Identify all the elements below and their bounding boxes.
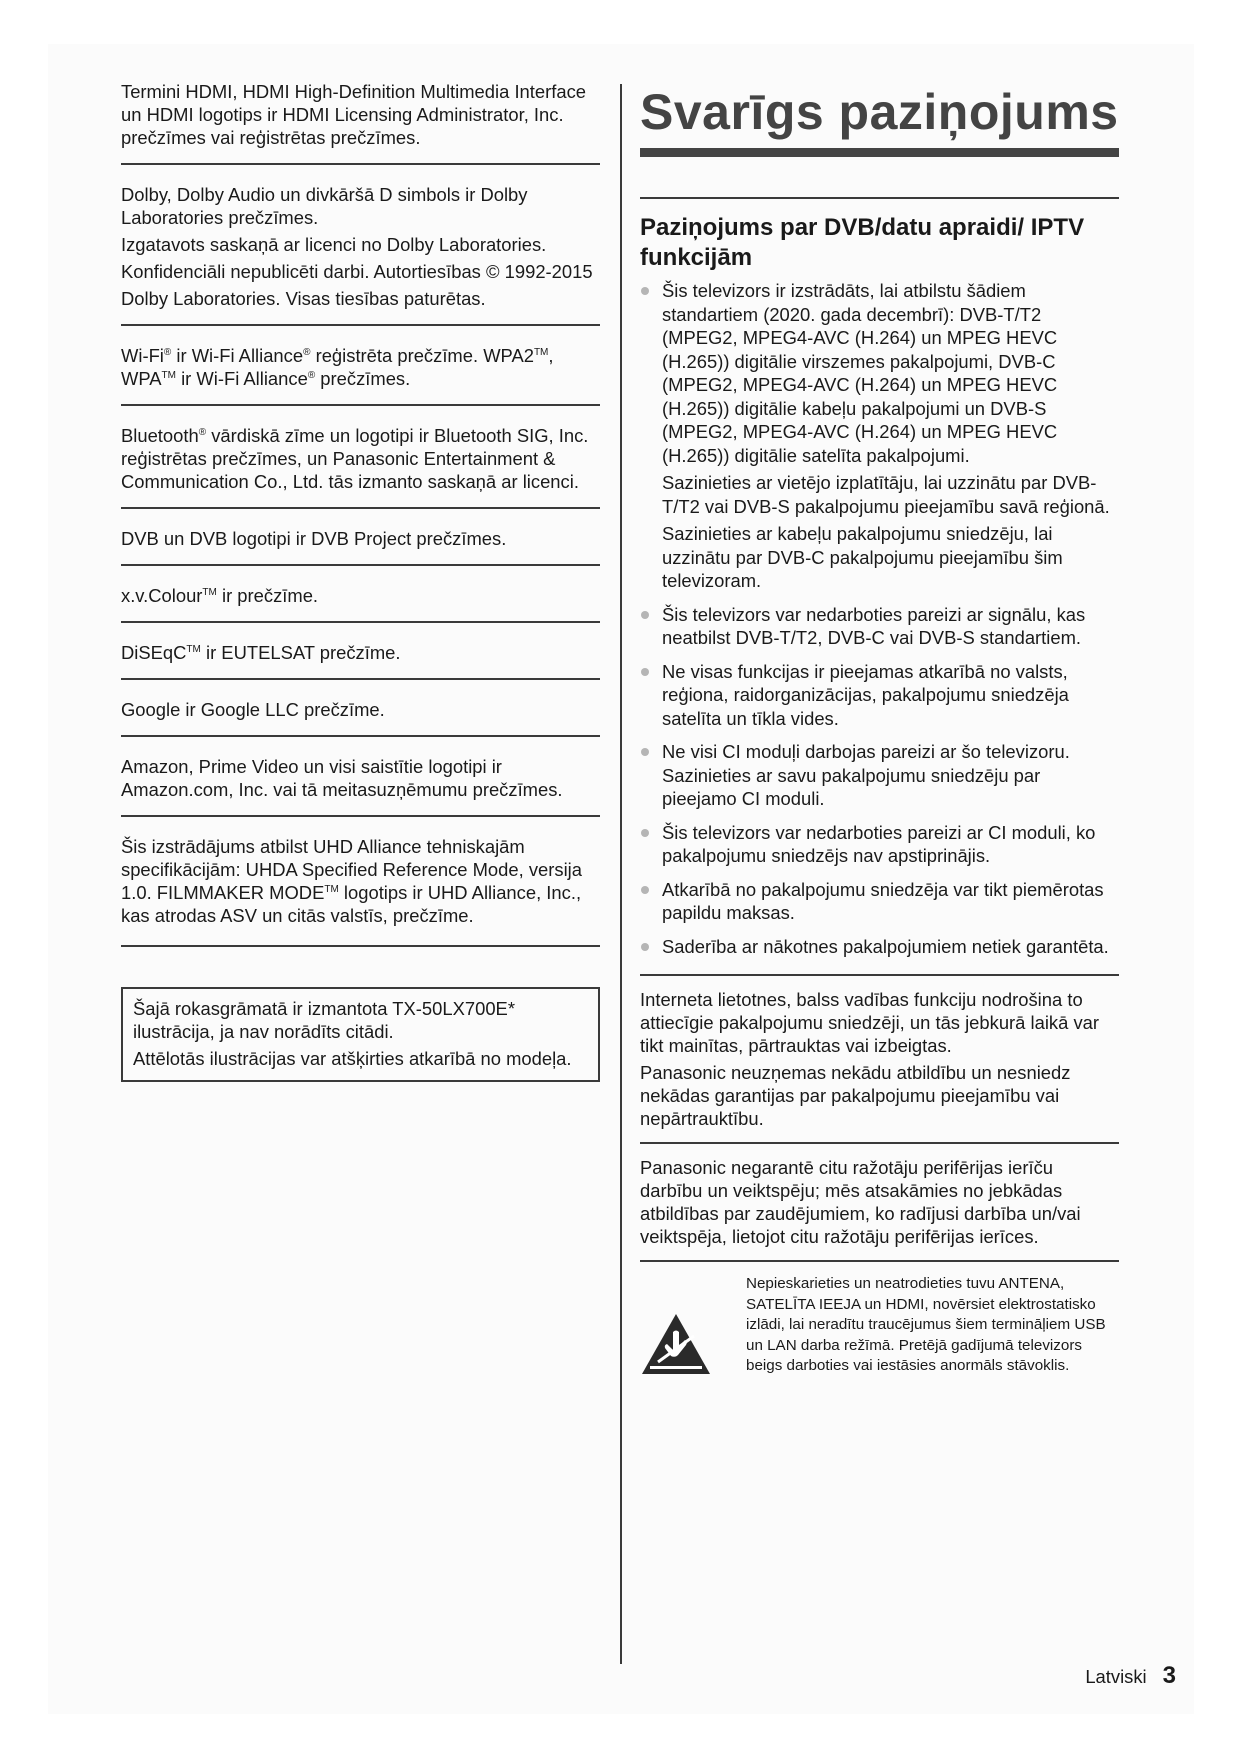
divider-line: [121, 564, 600, 566]
dolby-line-1: Dolby, Dolby Audio un divkāršā D simbols ir Dolby Laboratories prečzīmes.: [121, 184, 528, 228]
column-divider: [620, 84, 622, 1664]
divider-line: [121, 404, 600, 406]
illustration-note-box: [121, 987, 600, 1082]
dolby-line-2: Izgatavots saskaņā ar licenci no Dolby Laboratories.: [121, 234, 547, 255]
bluetooth-a: Bluetooth: [121, 425, 199, 446]
list-item: Šis televizors var nedarboties pareizi ar signālu, kas neatbilst DVB-T/T2, DVB-C vai DVB-S standartiem.: [640, 603, 1119, 650]
sub-paragraph: Sazinieties ar kabeļu pakalpojumu sniedzēju, lai uzzinātu par DVB-C pakalpojumu pieejamību šim televizoram.: [662, 523, 1063, 591]
registered-mark: ®: [307, 369, 316, 381]
dvb-notice: [121, 527, 600, 550]
google-notice: [121, 698, 600, 721]
list-item: Šis televizors var nedarboties pareizi ar CI moduli, ko pakalpojumu sniedzējs nav apstiprinājis.: [640, 821, 1119, 868]
registered-mark: ®: [198, 426, 207, 438]
dvb-bullet-list: [640, 279, 1119, 467]
title-underline: [640, 148, 1119, 157]
divider-line: [121, 945, 600, 947]
box-line-1: Šajā rokasgrāmatā ir izmantota TX-50LX700E* ilustrācija, ja nav norādīts citādi.: [133, 998, 515, 1042]
bluetooth-notice: [121, 424, 600, 493]
internet-line-1: Interneta lietotnes, balss vadības funkciju nodrošina to attiecīgie pakalpojumu sniedzēji, un tās jebkurā laikā var tikt mainītas, pārtrauktas vai izbeigtas.: [640, 989, 1100, 1056]
divider-line: [640, 1260, 1119, 1262]
bullet-icon: [641, 287, 649, 295]
internet-line-2: Panasonic neuzņemas nekādu atbildību un nesniedz nekādas garantijas par pakalpojumu pieejamību vai nepārtrauktību.: [640, 1062, 1071, 1129]
esd-warning-icon: [640, 1312, 712, 1376]
diseqc-b: ir EUTELSAT prečzīme.: [200, 642, 401, 663]
right-column: [640, 80, 1119, 1377]
dolby-line-4: Dolby Laboratories. Visas tiesības paturētas.: [121, 288, 486, 309]
diseqc-a: DiSEqC: [121, 642, 187, 663]
wifi-a: Wi-Fi: [121, 345, 164, 366]
divider-line: [121, 324, 600, 326]
list-item: Ne visi CI moduļi darbojas pareizi ar šo televizoru. Sazinieties ar savu pakalpojumu sniedzēju par pieejamo CI moduli.: [640, 740, 1119, 811]
divider-line: [121, 507, 600, 509]
trademark-mark: TM: [324, 883, 339, 895]
internet-apps-notice: [640, 988, 1119, 1130]
list-item: Atkarībā no pakalpojumu sniedzēja var tikt piemērotas papildu maksas.: [640, 878, 1119, 925]
wifi-b: ir Wi-Fi Alliance: [171, 345, 304, 366]
uhd-b: logotips ir UHD Alliance, Inc., kas atrodas ASV un citās valstīs, prečzīme.: [121, 882, 582, 926]
peripheral-text: Panasonic negarantē citu ražotāju perifērijas ierīču darbību un veiktspēju; mēs atsakāmies no jebkādas atbildības par zaudējumiem, ko radījusi darbība un/vai veiktspēja, lietojot citu ražotāju perifērijas ierīces.: [640, 1157, 1081, 1247]
dvb-text: DVB un DVB logotipi ir DVB Project prečzīmes.: [121, 528, 507, 549]
xvcolour-b: ir prečzīme.: [216, 585, 319, 606]
uhd-notice: [121, 835, 600, 927]
diseqc-notice: [121, 641, 600, 664]
wifi-c: reģistrēta prečzīme. WPA2: [310, 345, 534, 366]
google-text: Google ir Google LLC prečzīme.: [121, 699, 385, 720]
section-heading: Paziņojums par DVB/datu apraidi/ IPTV funkcijām: [640, 214, 1085, 271]
list-item: Šis televizors ir izstrādāts, lai atbilstu šādiem standartiem (2020. gada decembrī): DVB-T/T2 (MPEG2, MPEG4-AVC (H.264) un MPEG HEVC (H.265)) digitālie virszemes pakalpojumi, DVB-C (MPEG2, MPEG4-AVC (H.264) un MPEG HEVC (H.265)) digitālie kabeļu pakalpojumi un DVB-S (MPEG2, MPEG4-AVC (H.264) un MPEG HEVC (H.265)) digitālie satelīta pakalpojumi.: [640, 279, 1119, 467]
amazon-text: Amazon, Prime Video un visi saistītie logotipi ir Amazon.com, Inc. vai tā meitasuzņēmumu prečzīmes.: [121, 756, 563, 800]
registered-mark: ®: [163, 346, 172, 358]
page-title: Svarīgs paziņojums: [640, 84, 1119, 140]
xvcolour-notice: [121, 584, 600, 607]
dolby-line-3: Konfidenciāli nepublicēti darbi. Autortiesības © 1992-2015: [121, 261, 593, 282]
registered-mark: ®: [303, 346, 311, 358]
left-column: [121, 80, 600, 1082]
page-number: 3: [1162, 1662, 1176, 1689]
footer-language: Latviski: [1085, 1666, 1147, 1687]
bullet-icon: [641, 829, 649, 837]
wifi-e: ir Wi-Fi Alliance: [175, 368, 308, 389]
wifi-d: , WPA: [121, 345, 554, 389]
divider-line: [121, 163, 600, 165]
bullet-icon: [641, 886, 649, 894]
trademark-mark: TM: [533, 346, 549, 358]
trademark-mark: TM: [161, 369, 176, 381]
uhd-a: Šis izstrādājums atbilst UHD Alliance tehniskajām specifikācijām: UHDA Specified Reference Mode, versija 1.0. FILMMAKER MODE: [121, 836, 582, 903]
page-footer: [1046, 1662, 1176, 1690]
esd-warning: [640, 1274, 1119, 1377]
trademark-mark: TM: [202, 586, 217, 598]
hdmi-text: Termini HDMI, HDMI High-Definition Multimedia Interface un HDMI logotips ir HDMI Licensing Administrator, Inc. prečzīmes vai reģistrētas prečzīmes.: [121, 81, 587, 148]
bullet-icon: [641, 943, 649, 951]
bullet-icon: [641, 611, 649, 619]
dvb-bullet-list: [640, 603, 1119, 959]
list-item: Saderība ar nākotnes pakalpojumiem netiek garantēta.: [640, 935, 1119, 959]
divider-line: [121, 735, 600, 737]
sub-paragraph: Sazinieties ar vietējo izplatītāju, lai uzzinātu par DVB-T/T2 vai DVB-S pakalpojumu pieejamību savā reģionā.: [662, 472, 1110, 517]
list-item: Ne visas funkcijas ir pieejamas atkarībā no valsts, reģiona, raidorganizācijas, pakalpojumu sniedzēja satelīta un tīkla vides.: [640, 660, 1119, 731]
divider-line: [640, 197, 1119, 199]
bluetooth-b: vārdiskā zīme un logotipi ir Bluetooth SIG, Inc. reģistrētas prečzīmes, un Panasonic Entertainment & Communication Co., Ltd. tās izmanto saskaņā ar licenci.: [121, 425, 589, 492]
bullet-icon: [641, 748, 649, 756]
dolby-notice: [121, 183, 600, 310]
peripheral-notice: [640, 1156, 1119, 1248]
divider-line: [640, 1142, 1119, 1144]
wifi-f: prečzīmes.: [315, 368, 411, 389]
divider-line: [121, 815, 600, 817]
hdmi-notice: [121, 80, 600, 149]
wifi-notice: [121, 344, 600, 390]
box-line-2: Attēlotās ilustrācijas var atšķirties atkarībā no modeļa.: [133, 1048, 572, 1069]
divider-line: [121, 621, 600, 623]
esd-warning-text: Nepieskarieties un neatrodieties tuvu ANTENA, SATELĪTA IEEJA un HDMI, novērsiet elektrostatisko izlādi, lai neradītu traucējumus šiem termināļiem USB un LAN darba režīmā. Pretējā gadījumā televizors beigs darboties vai iestāsies anormāls stāvoklis.: [746, 1275, 1106, 1374]
divider-line: [640, 974, 1119, 976]
amazon-notice: [121, 755, 600, 801]
xvcolour-a: x.v.Colour: [121, 585, 203, 606]
trademark-mark: TM: [186, 643, 201, 655]
bullet-icon: [641, 668, 649, 676]
divider-line: [121, 678, 600, 680]
